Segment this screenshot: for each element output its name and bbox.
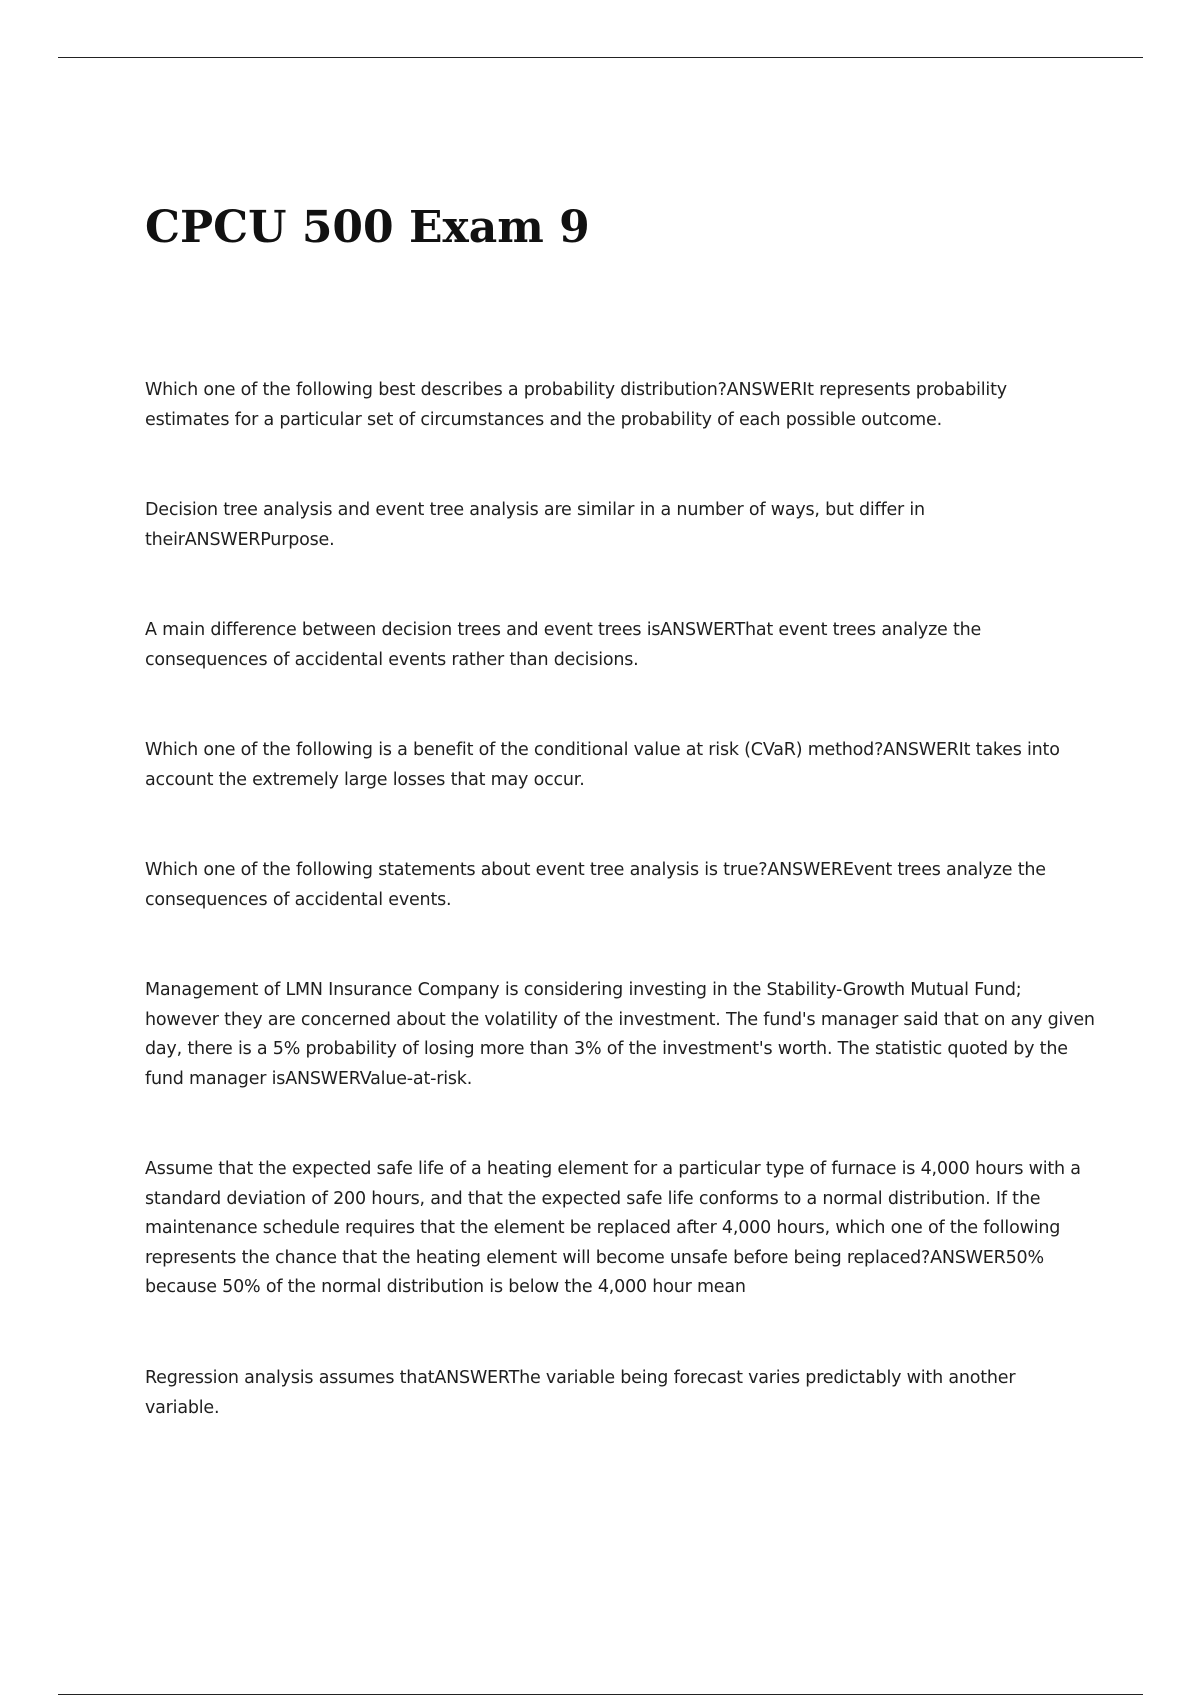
qa-item-7: Assume that the expected safe life of a heating element for a particular type of furnace is 4,000 hours with a standard deviation of 200 hours, and that the expected safe life conforms to a normal distribution. If the maintenance schedule requires that the element be replaced after 4,000 hours, which one of the following represents the chance that the heating element will become unsafe before being replaced?ANSWER50% because 50% of the normal distribution is below the 4,000 hour mean xyxy=(145,1159,1081,1297)
qa-item-4: Which one of the following is a benefit of the conditional value at risk (CVaR) method?ANSWERIt takes into account the extremely large losses that may occur. xyxy=(145,740,1060,790)
qa-item-3: A main difference between decision trees and event trees isANSWERThat event trees analyze the consequences of accidental events rather than decisions. xyxy=(145,620,982,670)
bottom-rule xyxy=(58,1694,1143,1695)
qa-item-2: Decision tree analysis and event tree analysis are similar in a number of ways, but differ in theirANSWERPurpose. xyxy=(145,500,925,550)
qa-item-1: Which one of the following best describes a probability distribution?ANSWERIt represents probability estimates for a particular set of circumstances and the probability of each possible outcome. xyxy=(145,380,1007,430)
page-title: CPCU 500 Exam 9 xyxy=(145,202,590,253)
top-rule xyxy=(58,57,1143,58)
qa-item-5: Which one of the following statements about event tree analysis is true?ANSWEREvent trees analyze the consequences of accidental events. xyxy=(145,860,1046,910)
qa-item-6: Management of LMN Insurance Company is considering investing in the Stability-Growth Mutual Fund; however they are concerned about the volatility of the investment. The fund's manager said that on any given day, there is a 5% probability of losing more than 3% of the investment's worth. The statistic quoted by the fund manager isANSWERValue-at-risk. xyxy=(145,980,1095,1089)
qa-item-8: Regression analysis assumes thatANSWERThe variable being forecast varies predictably with another variable. xyxy=(145,1368,1016,1418)
